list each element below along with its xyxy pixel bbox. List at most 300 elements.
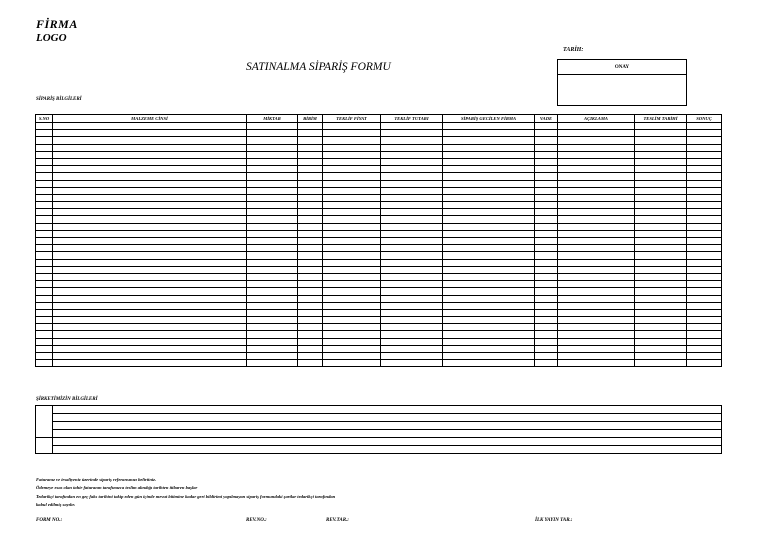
table-cell[interactable] — [323, 309, 381, 316]
table-cell[interactable] — [535, 130, 558, 137]
table-cell[interactable] — [36, 331, 53, 338]
table-cell[interactable] — [298, 295, 323, 302]
table-cell[interactable] — [381, 288, 443, 295]
table-cell[interactable] — [53, 438, 722, 446]
table-cell[interactable] — [298, 123, 323, 130]
table-cell[interactable] — [381, 123, 443, 130]
table-cell[interactable] — [535, 295, 558, 302]
table-cell[interactable] — [247, 266, 298, 273]
table-cell[interactable] — [36, 137, 53, 144]
table-cell[interactable] — [53, 209, 247, 216]
table-cell[interactable] — [247, 281, 298, 288]
table-cell[interactable] — [323, 223, 381, 230]
table-cell[interactable] — [381, 331, 443, 338]
table-cell[interactable] — [443, 281, 535, 288]
table-cell[interactable] — [36, 288, 53, 295]
table-cell[interactable] — [36, 173, 53, 180]
table-cell[interactable] — [687, 238, 722, 245]
table-cell[interactable] — [323, 151, 381, 158]
table-cell[interactable] — [298, 187, 323, 194]
table-cell[interactable] — [247, 202, 298, 209]
table-cell[interactable] — [298, 266, 323, 273]
table-cell[interactable] — [247, 158, 298, 165]
table-cell[interactable] — [323, 194, 381, 201]
table-cell[interactable] — [558, 166, 635, 173]
table-cell[interactable] — [635, 144, 687, 151]
table-cell[interactable] — [558, 151, 635, 158]
table-cell[interactable] — [558, 187, 635, 194]
table-cell[interactable] — [53, 245, 247, 252]
table-cell[interactable] — [247, 288, 298, 295]
table-cell[interactable] — [558, 295, 635, 302]
table-cell[interactable] — [36, 302, 53, 309]
table-cell[interactable] — [298, 173, 323, 180]
table-cell[interactable] — [36, 158, 53, 165]
table-cell[interactable] — [298, 324, 323, 331]
table-cell[interactable] — [635, 338, 687, 345]
table-cell[interactable] — [298, 216, 323, 223]
table-cell[interactable] — [247, 309, 298, 316]
table-cell[interactable] — [687, 173, 722, 180]
table-cell[interactable] — [247, 137, 298, 144]
table-cell[interactable] — [36, 209, 53, 216]
table-cell[interactable] — [443, 223, 535, 230]
table-cell[interactable] — [535, 230, 558, 237]
table-cell[interactable] — [381, 158, 443, 165]
table-cell[interactable] — [535, 202, 558, 209]
table-cell[interactable] — [443, 202, 535, 209]
table-cell[interactable] — [53, 317, 247, 324]
table-cell[interactable] — [298, 144, 323, 151]
table-cell[interactable] — [36, 223, 53, 230]
table-cell[interactable] — [635, 259, 687, 266]
table-cell[interactable] — [635, 317, 687, 324]
table-cell[interactable] — [635, 158, 687, 165]
table-cell[interactable] — [36, 266, 53, 273]
table-cell[interactable] — [298, 331, 323, 338]
table-cell[interactable] — [381, 266, 443, 273]
table-cell[interactable] — [298, 151, 323, 158]
table-cell[interactable] — [443, 194, 535, 201]
table-cell[interactable] — [36, 309, 53, 316]
table-cell[interactable] — [323, 158, 381, 165]
table-cell[interactable] — [53, 446, 722, 454]
table-cell[interactable] — [323, 173, 381, 180]
table-cell[interactable] — [443, 317, 535, 324]
table-cell[interactable] — [635, 180, 687, 187]
table-cell[interactable] — [381, 180, 443, 187]
table-cell[interactable] — [298, 194, 323, 201]
table-cell[interactable] — [535, 324, 558, 331]
table-cell[interactable] — [53, 345, 247, 352]
table-cell[interactable] — [443, 360, 535, 367]
table-cell[interactable] — [381, 245, 443, 252]
table-cell[interactable] — [558, 281, 635, 288]
table-cell[interactable] — [247, 223, 298, 230]
table-cell[interactable] — [443, 238, 535, 245]
table-cell[interactable] — [381, 194, 443, 201]
table-cell[interactable] — [635, 238, 687, 245]
table-cell[interactable] — [535, 309, 558, 316]
table-cell[interactable] — [535, 151, 558, 158]
table-cell[interactable] — [247, 302, 298, 309]
table-cell[interactable] — [635, 187, 687, 194]
table-cell[interactable] — [381, 223, 443, 230]
table-cell[interactable] — [381, 252, 443, 259]
table-cell[interactable] — [298, 288, 323, 295]
table-cell[interactable] — [298, 245, 323, 252]
table-cell[interactable] — [381, 295, 443, 302]
table-cell[interactable] — [36, 338, 53, 345]
table-cell[interactable] — [36, 281, 53, 288]
table-cell[interactable] — [443, 252, 535, 259]
table-cell[interactable] — [53, 123, 247, 130]
table-cell[interactable] — [558, 252, 635, 259]
table-cell[interactable] — [443, 259, 535, 266]
table-cell[interactable] — [535, 180, 558, 187]
table-cell[interactable] — [443, 158, 535, 165]
table-cell[interactable] — [36, 259, 53, 266]
table-cell[interactable] — [558, 288, 635, 295]
table-cell[interactable] — [687, 209, 722, 216]
table-cell[interactable] — [635, 295, 687, 302]
table-cell[interactable] — [247, 144, 298, 151]
table-cell[interactable] — [298, 273, 323, 280]
table-cell[interactable] — [558, 309, 635, 316]
table-cell[interactable] — [381, 360, 443, 367]
table-cell[interactable] — [298, 137, 323, 144]
table-cell[interactable] — [443, 266, 535, 273]
table-cell[interactable] — [635, 216, 687, 223]
table-cell[interactable] — [635, 245, 687, 252]
table-cell[interactable] — [535, 252, 558, 259]
table-cell[interactable] — [36, 180, 53, 187]
table-cell[interactable] — [635, 130, 687, 137]
table-cell[interactable] — [443, 245, 535, 252]
table-cell[interactable] — [635, 353, 687, 360]
table-cell[interactable] — [298, 180, 323, 187]
table-cell[interactable] — [535, 259, 558, 266]
table-cell[interactable] — [635, 309, 687, 316]
table-cell[interactable] — [53, 353, 247, 360]
table-cell[interactable] — [558, 338, 635, 345]
table-cell[interactable] — [323, 259, 381, 266]
table-cell[interactable] — [247, 252, 298, 259]
table-cell[interactable] — [298, 166, 323, 173]
table-cell[interactable] — [687, 281, 722, 288]
table-cell[interactable] — [443, 288, 535, 295]
table-cell[interactable] — [36, 130, 53, 137]
table-cell[interactable] — [36, 273, 53, 280]
table-cell[interactable] — [381, 137, 443, 144]
table-cell[interactable] — [381, 187, 443, 194]
table-cell[interactable] — [298, 309, 323, 316]
table-cell[interactable] — [247, 331, 298, 338]
table-cell[interactable] — [323, 353, 381, 360]
table-cell[interactable] — [53, 144, 247, 151]
table-cell[interactable] — [36, 360, 53, 367]
table-cell[interactable] — [443, 166, 535, 173]
table-cell[interactable] — [36, 216, 53, 223]
table-cell[interactable] — [247, 345, 298, 352]
table-cell[interactable] — [323, 273, 381, 280]
table-cell[interactable] — [247, 295, 298, 302]
table-cell[interactable] — [323, 123, 381, 130]
table-cell[interactable] — [687, 360, 722, 367]
table-cell[interactable] — [535, 353, 558, 360]
table-cell[interactable] — [298, 238, 323, 245]
table-cell[interactable] — [635, 288, 687, 295]
table-cell[interactable] — [36, 166, 53, 173]
table-cell[interactable] — [443, 331, 535, 338]
table-cell[interactable] — [323, 209, 381, 216]
table-cell[interactable] — [535, 302, 558, 309]
table-cell[interactable] — [53, 137, 247, 144]
table-cell[interactable] — [558, 245, 635, 252]
table-cell[interactable] — [558, 216, 635, 223]
table-cell[interactable] — [36, 230, 53, 237]
table-cell[interactable] — [323, 230, 381, 237]
table-cell[interactable] — [53, 422, 722, 430]
table-cell[interactable] — [53, 324, 247, 331]
table-cell[interactable] — [323, 266, 381, 273]
table-cell[interactable] — [687, 137, 722, 144]
table-cell[interactable] — [298, 209, 323, 216]
table-cell[interactable] — [53, 302, 247, 309]
table-cell[interactable] — [381, 338, 443, 345]
table-cell[interactable] — [53, 252, 247, 259]
table-cell[interactable] — [36, 194, 53, 201]
table-cell[interactable] — [323, 317, 381, 324]
table-cell[interactable] — [381, 281, 443, 288]
table-cell[interactable] — [53, 223, 247, 230]
table-cell[interactable] — [381, 130, 443, 137]
table-cell[interactable] — [535, 166, 558, 173]
table-cell[interactable] — [53, 180, 247, 187]
table-cell[interactable] — [635, 209, 687, 216]
table-cell[interactable] — [558, 273, 635, 280]
table-cell[interactable] — [298, 259, 323, 266]
table-cell[interactable] — [36, 252, 53, 259]
table-cell[interactable] — [247, 238, 298, 245]
table-cell[interactable] — [247, 360, 298, 367]
table-cell[interactable] — [535, 187, 558, 194]
table-cell[interactable] — [687, 259, 722, 266]
table-cell[interactable] — [53, 166, 247, 173]
table-cell[interactable] — [635, 345, 687, 352]
table-cell[interactable] — [381, 151, 443, 158]
table-cell[interactable] — [323, 216, 381, 223]
table-cell[interactable] — [323, 180, 381, 187]
table-cell[interactable] — [323, 202, 381, 209]
table-cell[interactable] — [247, 180, 298, 187]
table-cell[interactable] — [36, 187, 53, 194]
table-cell[interactable] — [298, 302, 323, 309]
table-cell[interactable] — [635, 302, 687, 309]
table-cell[interactable] — [323, 288, 381, 295]
table-cell[interactable] — [687, 130, 722, 137]
table-cell[interactable] — [247, 194, 298, 201]
table-cell[interactable] — [381, 173, 443, 180]
table-cell[interactable] — [687, 230, 722, 237]
table-cell[interactable] — [381, 273, 443, 280]
table-cell[interactable] — [298, 158, 323, 165]
table-cell[interactable] — [535, 209, 558, 216]
table-cell[interactable] — [298, 230, 323, 237]
table-cell[interactable] — [247, 166, 298, 173]
table-cell[interactable] — [323, 302, 381, 309]
table-cell[interactable] — [53, 202, 247, 209]
table-cell[interactable] — [381, 209, 443, 216]
table-cell[interactable] — [36, 353, 53, 360]
table-cell[interactable] — [635, 123, 687, 130]
table-cell[interactable] — [558, 345, 635, 352]
table-cell[interactable] — [53, 309, 247, 316]
table-cell[interactable] — [535, 288, 558, 295]
table-cell[interactable] — [53, 331, 247, 338]
table-cell[interactable] — [323, 331, 381, 338]
table-cell[interactable] — [535, 245, 558, 252]
table-cell[interactable] — [635, 331, 687, 338]
table-cell[interactable] — [443, 295, 535, 302]
table-cell[interactable] — [247, 338, 298, 345]
table-cell[interactable] — [53, 406, 722, 414]
table-cell[interactable] — [443, 151, 535, 158]
table-cell[interactable] — [558, 137, 635, 144]
table-cell[interactable] — [53, 187, 247, 194]
table-cell[interactable] — [687, 216, 722, 223]
table-cell[interactable] — [298, 360, 323, 367]
table-cell[interactable] — [635, 281, 687, 288]
table-cell[interactable] — [443, 209, 535, 216]
table-cell[interactable] — [443, 302, 535, 309]
table-cell[interactable] — [381, 202, 443, 209]
table-cell[interactable] — [635, 194, 687, 201]
table-cell[interactable] — [53, 430, 722, 438]
table-cell[interactable] — [323, 360, 381, 367]
table-cell[interactable] — [298, 353, 323, 360]
table-cell[interactable] — [443, 345, 535, 352]
table-cell[interactable] — [247, 123, 298, 130]
table-cell[interactable] — [36, 123, 53, 130]
table-cell[interactable] — [558, 223, 635, 230]
table-cell[interactable] — [323, 144, 381, 151]
table-cell[interactable] — [381, 230, 443, 237]
table-cell[interactable] — [558, 266, 635, 273]
table-cell[interactable] — [36, 245, 53, 252]
table-cell[interactable] — [53, 194, 247, 201]
table-cell[interactable] — [247, 130, 298, 137]
table-cell[interactable] — [558, 259, 635, 266]
table-cell[interactable] — [443, 173, 535, 180]
table-cell[interactable] — [36, 345, 53, 352]
table-cell[interactable] — [558, 173, 635, 180]
table-cell[interactable] — [53, 230, 247, 237]
table-cell[interactable] — [36, 295, 53, 302]
table-cell[interactable] — [298, 223, 323, 230]
table-cell[interactable] — [247, 353, 298, 360]
table-cell[interactable] — [443, 230, 535, 237]
table-cell[interactable] — [36, 238, 53, 245]
table-cell[interactable] — [323, 245, 381, 252]
table-cell[interactable] — [381, 324, 443, 331]
table-cell[interactable] — [535, 238, 558, 245]
table-cell[interactable] — [53, 259, 247, 266]
table-cell[interactable] — [635, 266, 687, 273]
table-cell[interactable] — [53, 281, 247, 288]
table-cell[interactable] — [558, 324, 635, 331]
table-cell[interactable] — [443, 144, 535, 151]
table-cell[interactable] — [53, 266, 247, 273]
table-cell[interactable] — [443, 309, 535, 316]
table-cell[interactable] — [443, 353, 535, 360]
table-cell[interactable] — [558, 180, 635, 187]
table-cell[interactable] — [635, 137, 687, 144]
table-cell[interactable] — [381, 345, 443, 352]
table-cell[interactable] — [687, 338, 722, 345]
table-cell[interactable] — [535, 281, 558, 288]
table-cell[interactable] — [687, 295, 722, 302]
table-cell[interactable] — [535, 144, 558, 151]
table-cell[interactable] — [558, 123, 635, 130]
table-cell[interactable] — [535, 173, 558, 180]
table-cell[interactable] — [298, 338, 323, 345]
table-cell[interactable] — [687, 302, 722, 309]
table-cell[interactable] — [558, 202, 635, 209]
table-cell[interactable] — [687, 223, 722, 230]
table-cell[interactable] — [247, 273, 298, 280]
table-cell[interactable] — [53, 288, 247, 295]
table-cell[interactable] — [535, 360, 558, 367]
table-cell[interactable] — [323, 187, 381, 194]
table-cell[interactable] — [535, 194, 558, 201]
table-cell[interactable] — [687, 324, 722, 331]
table-cell[interactable] — [535, 331, 558, 338]
table-cell[interactable] — [558, 209, 635, 216]
table-cell[interactable] — [687, 245, 722, 252]
table-cell[interactable] — [247, 324, 298, 331]
table-cell[interactable] — [53, 238, 247, 245]
table-cell[interactable] — [558, 331, 635, 338]
table-cell[interactable] — [535, 137, 558, 144]
table-cell[interactable] — [53, 173, 247, 180]
table-cell[interactable] — [687, 202, 722, 209]
table-cell[interactable] — [381, 302, 443, 309]
table-cell[interactable] — [535, 223, 558, 230]
table-cell[interactable] — [36, 317, 53, 324]
table-cell[interactable] — [247, 317, 298, 324]
table-cell[interactable] — [323, 295, 381, 302]
table-cell[interactable] — [36, 202, 53, 209]
table-cell[interactable] — [443, 137, 535, 144]
table-cell[interactable] — [635, 151, 687, 158]
table-cell[interactable] — [53, 216, 247, 223]
approval-signature-area[interactable] — [558, 75, 686, 106]
table-cell[interactable] — [558, 158, 635, 165]
table-cell[interactable] — [687, 252, 722, 259]
table-cell[interactable] — [687, 166, 722, 173]
table-cell[interactable] — [381, 317, 443, 324]
table-cell[interactable] — [443, 180, 535, 187]
table-cell[interactable] — [635, 360, 687, 367]
table-cell[interactable] — [443, 187, 535, 194]
table-cell[interactable] — [381, 259, 443, 266]
table-cell[interactable] — [558, 230, 635, 237]
table-cell[interactable] — [53, 151, 247, 158]
table-cell[interactable] — [323, 324, 381, 331]
table-cell[interactable] — [323, 238, 381, 245]
table-cell[interactable] — [443, 324, 535, 331]
